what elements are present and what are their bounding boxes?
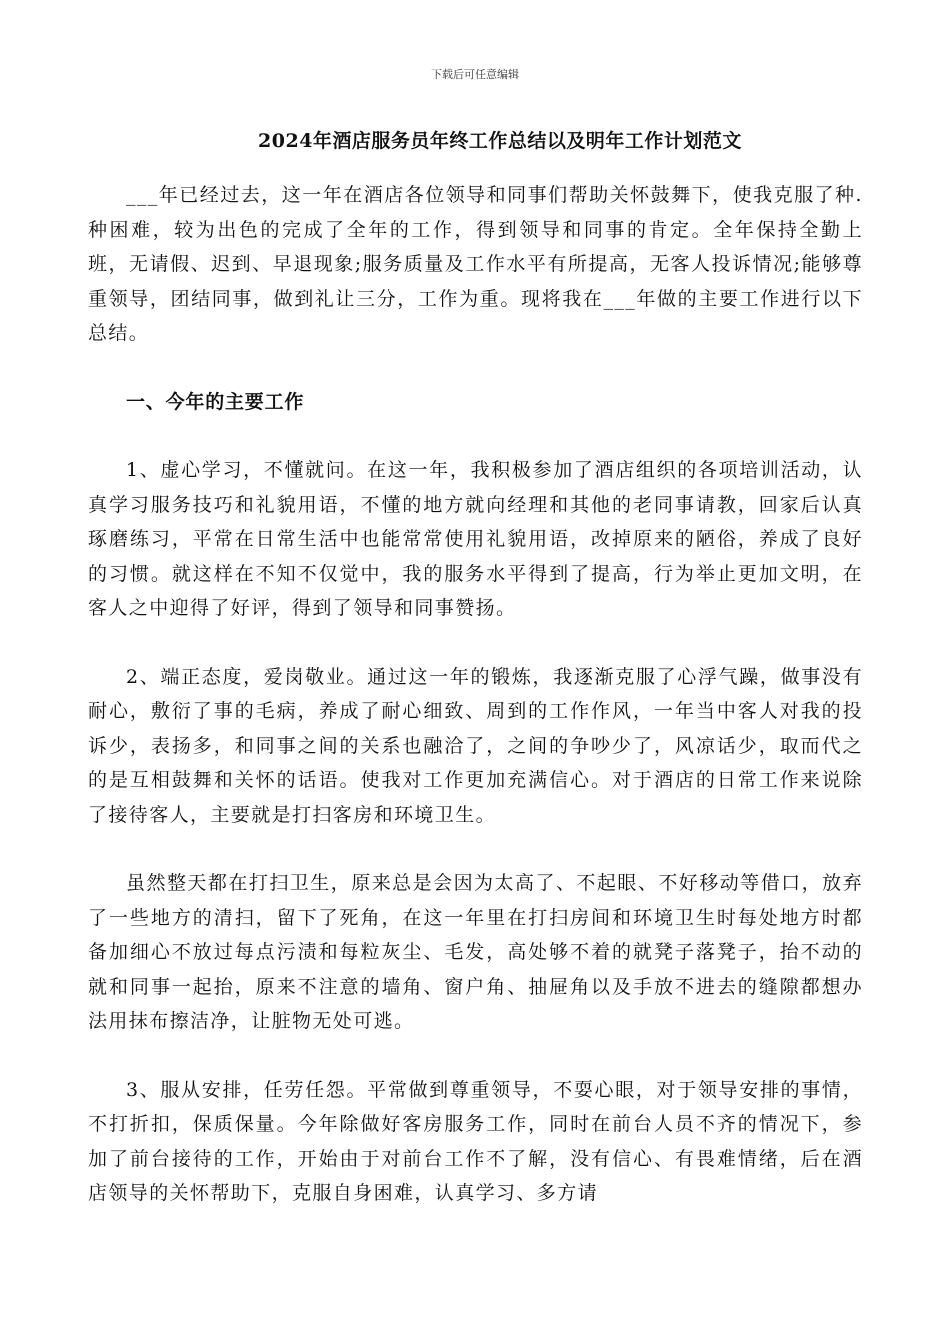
document-title: 2024年酒店服务员年终工作总结以及明年工作计划范文 (258, 130, 742, 152)
body-paragraph-2: 2、端正态度，爱岗敬业。通过这一年的锻炼，我逐渐克服了心浮气躁，做事没有耐心，敷衍了事的毛病，养成了耐心细致、周到的工作作风，一年当中客人对我的投诉少，表扬多，和同事之间的关系也融洽了，之间的争吵少了，风凉话少，取而代之的是互相鼓舞和关怀的话语。使我对工作更加充满信心。对于酒店的日常工作来说除了接待客人，主要就是打扫客房和环境卫生。 (88, 665, 863, 826)
body-paragraph-1: 1、虚心学习，不懂就问。在这一年，我积极参加了酒店组织的各项培训活动，认真学习服务技巧和礼貌用语，不懂的地方就向经理和其他的老同事请教，回家后认真琢磨练习，平常在日常生活中也能常常使用礼貌用语，改掉原来的陋俗，养成了良好的习惯。就这样在不知不仅觉中，我的服务水平得到了提高，行为举止更加文明，在客人之中迎得了好评，得到了领导和同事赞扬。 (88, 459, 863, 619)
section-heading: 一、今年的主要工作 (126, 390, 305, 413)
document-body (88, 178, 863, 1211)
header-note: 下载后可任意编辑 (431, 68, 519, 81)
body-paragraph-4: 3、服从安排，任劳任怨。平常做到尊重领导，不耍心眼，对于领导安排的事情，不打折扣，保质保量。今年除做好客房服务工作，同时在前台人员不齐的情况下，参加了前台接待的工作，开始由于对前台工作不了解，没有信心、有畏难情绪，后在酒店领导的关怀帮助下，克服自身困难，认真学习、多方请 (88, 1078, 863, 1204)
body-paragraph-3: 虽然整天都在打扫卫生，原来总是会因为太高了、不起眼、不好移动等借口，放弃了一些地方的清扫，留下了死角，在这一年里在打扫房间和环境卫生时每处地方时都备加细心不放过每点污渍和每粒灰尘、毛发，高处够不着的就凳子落凳子，抬不动的就和同事一起抬，原来不注意的墙角、窗户角、抽屉角以及手放不进去的缝隙都想办法用抹布擦洁净，让脏物无处可逃。 (88, 872, 863, 1032)
intro-paragraph: ___年已经过去，这一年在酒店各位领导和同事们帮助关怀鼓舞下，使我克服了种.种困难，较为出色的完成了全年的工作，得到领导和同事的肯定。全年保持全勤上班，无请假、迟到、早退现象;服务质量及工作水平有所提高，无客人投诉情况;能够尊重领导，团结同事，做到礼让三分，工作为重。现将我在___年做的主要工作进行以下总结。 (88, 184, 863, 344)
